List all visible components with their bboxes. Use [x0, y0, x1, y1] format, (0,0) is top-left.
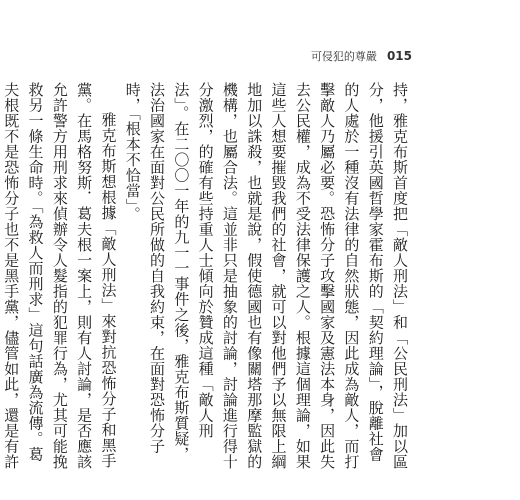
paragraph-1: 持，雅克布斯首度把「敵人刑法」和「公民刑法」加以區分，他援引英國哲學家霍布斯的「契約理論」，脫離社會的人處於一種沒有法律的自然狀態，因此成為敵人，而打擊敵人乃屬必要。恐怖分子攻擊國家及憲法本身，因此失去公民權，成為不受法律保護之人。根據這個理論，如果這些人想要摧毀我們的社會，就可以對他們予以無限上綱地加以誅殺，也就是說，假使德國也有像關塔那摩監獄的機構，也屬合法。這並非只是抽象的討論，討論進行得十分激烈，的確有些持重人士傾向於贊成這種「敵人刑法」。在二〇〇一年的九一一事件之後，雅克布斯質疑，法治國家在面對公民所做的自我約束，在面對恐怖分子時，「根本不恰當」。 [123, 82, 409, 470]
running-title: 可侵犯的尊嚴 [310, 50, 377, 63]
page-number: 015 [386, 49, 412, 63]
running-header [311, 48, 412, 64]
paragraph-2: 雅克布斯想根據「敵人刑法」來對抗恐怖分子和黑手黨。在馬格努斯．葛夫根一案上，則有人討論，是否應該允許警方用刑求來偵辦令人髮指的犯罪行為，尤其可能挽救另一條生命時。「為救人而刑求」這句話廣為流傳。葛夫根既不是恐怖分子也不是黑手黨，儘管如此，還是有許 [2, 82, 118, 470]
body-text [0, 82, 412, 475]
